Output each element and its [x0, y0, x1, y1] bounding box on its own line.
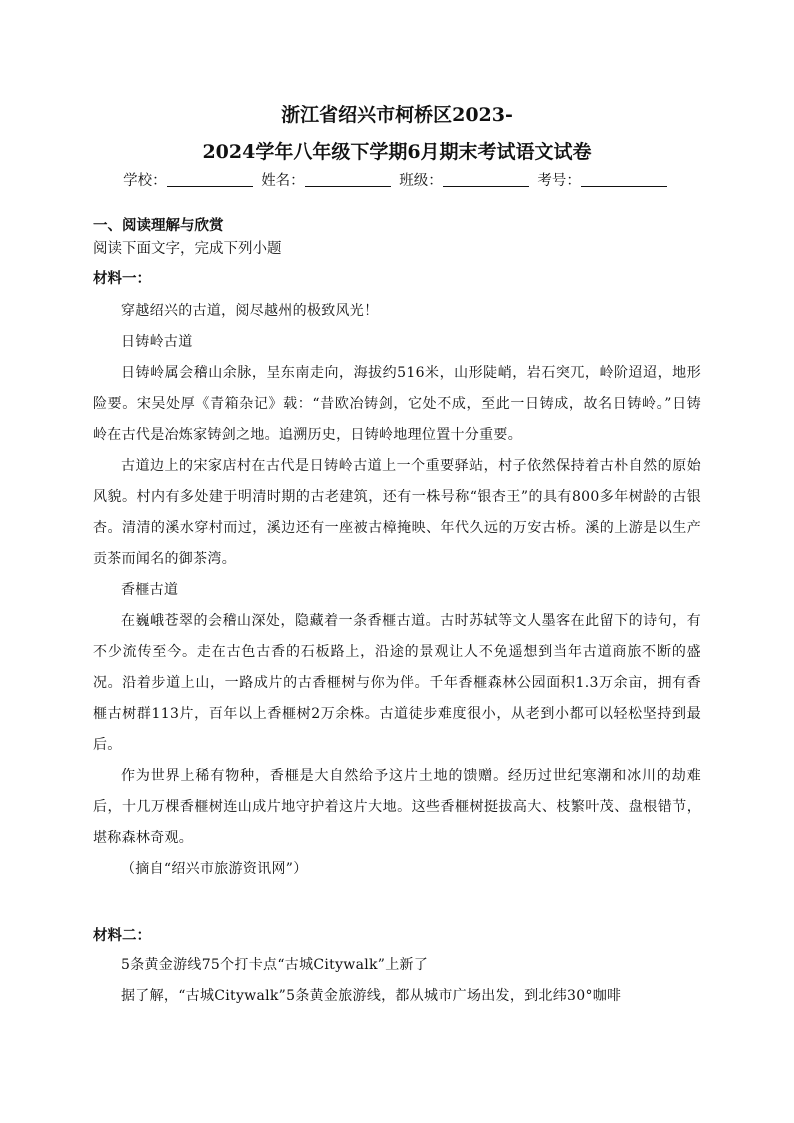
name-blank[interactable] [305, 170, 391, 187]
class-label: 班级： [399, 173, 443, 189]
exam-title-line1: 浙江省绍兴市柯桥区2023- [281, 104, 513, 126]
material2-headline: 5条黄金游线75个打卡点“古城Citywalk”上新了 [121, 957, 429, 973]
material1-paragraph: 古道边上的宋家店村在古代是日铸岭古道上一个重要驿站，村子依然保持着古朴自然的原始风貌。村内有多处建于明清时期的古老建筑，还有一株号称“银杏王”的具有800多年树龄的古银杏。清清的溪水穿村而过，溪边还有一座被古樟掩映、年代久远的万安古桥。溪的上游是以生产贡茶而闻名的御茶湾。 [93, 458, 701, 567]
material2-label: 材料二： [93, 928, 151, 944]
material1-subheading-rizhu: 日铸岭古道 [121, 334, 193, 350]
material1-subheading-xiangfei: 香榧古道 [121, 582, 179, 598]
material2-paragraph: 据了解，“古城Citywalk”5条黄金旅游线，都从城市广场出发，到北纬30°咖啡 [121, 988, 622, 1004]
material1-source: （摘自“绍兴市旅游资讯网”） [121, 861, 308, 877]
material1-body [93, 296, 701, 885]
school-label: 学校： [123, 173, 167, 189]
exam-number-label: 考号： [537, 173, 581, 189]
name-label: 姓名： [261, 173, 305, 189]
exam-title-line2: 2024学年八年级下学期6月期末考试语文试卷 [202, 141, 592, 163]
school-blank[interactable] [167, 170, 253, 187]
material1-paragraph: 在巍峨苍翠的会稽山深处，隐藏着一条香榧古道。古时苏轼等文人墨客在此留下的诗句，有不少流传至今。走在古色古香的石板路上，沿途的景观让人不免遥想到当年古道商旅不断的盛况。沿着步道上山，一路成片的古香榧树与你为伴。千年香榧森林公园面积1.3万余亩，拥有香榧古树群113片，百年以上香榧树2万余株。古道徒步难度很小，从老到小都可以轻松坚持到最后。 [93, 613, 701, 753]
material1-paragraph: 日铸岭属会稽山余脉，呈东南走向，海拔约516米，山形陡峭，岩石突兀，岭阶迢迢，地形险要。宋吴处厚《青箱杂记》载：“昔欧冶铸剑，它处不成，至此一日铸成，故名日铸岭。”日铸岭在古代是冶炼家铸剑之地。追溯历史，日铸岭地理位置十分重要。 [93, 365, 701, 443]
exam-number-blank[interactable] [581, 170, 667, 187]
material1-paragraph: 作为世界上稀有物种，香榧是大自然给予这片土地的馈赠。经历过世纪寒潮和冰川的劫难后，十几万棵香榧树连山成片地守护着这片大地。这些香榧树挺拔高大、枝繁叶茂、盘根错节，堪称森林奇观。 [93, 768, 701, 846]
material2-body [93, 950, 701, 1012]
class-blank[interactable] [443, 170, 529, 187]
section-heading: 一、阅读理解与欣赏 [93, 218, 224, 234]
section-instruction: 阅读下面文字，完成下列小题 [93, 241, 282, 257]
student-info-row [0, 168, 794, 194]
material1-label: 材料一： [93, 271, 151, 287]
material1-intro: 穿越绍兴的古道，阅尽越州的极致风光！ [121, 303, 379, 319]
